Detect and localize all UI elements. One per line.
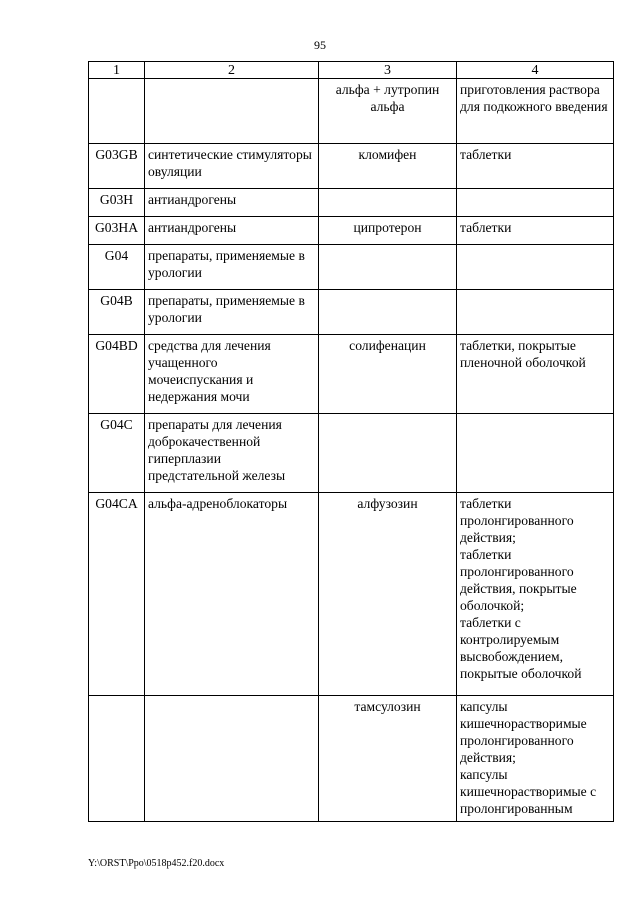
drug-name-cell: алфузозин: [319, 493, 457, 696]
dosage-form-cell: [457, 217, 614, 245]
drug-name-cell: альфа + лутропин альфа: [319, 79, 457, 144]
atc-code-cell: G03HA: [89, 217, 145, 245]
group-name-cell: [145, 696, 319, 822]
atc-code-cell: G04B: [89, 290, 145, 335]
dosage-form-text: таблетки: [460, 147, 512, 162]
drug-name-cell: солифенацин: [319, 335, 457, 414]
dosage-form-cell: [457, 144, 614, 189]
drug-name-cell: [319, 290, 457, 335]
atc-code-cell: G04BD: [89, 335, 145, 414]
drug-table: [88, 61, 614, 822]
group-name-cell: антиандрогены: [145, 217, 319, 245]
column-header-3: 3: [319, 62, 457, 79]
dosage-form-text: капсулы кишечнорастворимые с пролонгированным: [460, 767, 597, 816]
column-header-1: 1: [89, 62, 145, 79]
drug-name-cell: ципротерон: [319, 217, 457, 245]
dosage-form-cell: [457, 414, 614, 493]
atc-code-cell: G04CA: [89, 493, 145, 696]
column-header-4: 4: [457, 62, 614, 79]
document-file-path: Y:\ORST\Ppo\0518p452.f20.docx: [88, 858, 225, 869]
dosage-form-text: таблетки с контролируемым высвобождением, покрытые оболочкой: [460, 615, 582, 681]
table-row: [89, 79, 614, 144]
table-row: [89, 245, 614, 290]
group-name-cell: [145, 79, 319, 144]
table-row: [89, 217, 614, 245]
group-name-cell: препараты, применяемые в урологии: [145, 245, 319, 290]
atc-code-cell: G03GB: [89, 144, 145, 189]
table-row: [89, 493, 614, 696]
table-header-row: [89, 62, 614, 79]
dosage-form-cell: [457, 189, 614, 217]
dosage-form-text: таблетки пролонгированного действия;: [460, 496, 574, 545]
dosage-form-cell: [457, 335, 614, 414]
drug-name-cell: [319, 414, 457, 493]
atc-code-cell: G03H: [89, 189, 145, 217]
group-name-cell: антиандрогены: [145, 189, 319, 217]
group-name-cell: синтетические стимуляторы овуляции: [145, 144, 319, 189]
dosage-form-text: таблетки, покрытые пленочной оболочкой: [460, 338, 586, 370]
drug-name-cell: кломифен: [319, 144, 457, 189]
group-name-cell: альфа-адреноблокаторы: [145, 493, 319, 696]
table-row: [89, 290, 614, 335]
column-header-2: 2: [145, 62, 319, 79]
atc-code-cell: G04: [89, 245, 145, 290]
table-row: [89, 696, 614, 822]
dosage-form-cell: [457, 493, 614, 696]
table-row: [89, 414, 614, 493]
dosage-form-cell: [457, 79, 614, 144]
group-name-cell: средства для лечения учащенного мочеиспускания и недержания мочи: [145, 335, 319, 414]
dosage-form-cell: [457, 290, 614, 335]
dosage-form-cell: [457, 696, 614, 822]
atc-code-cell: [89, 79, 145, 144]
dosage-form-text: таблетки пролонгированного действия, покрытые оболочкой;: [460, 547, 577, 613]
table-row: [89, 144, 614, 189]
atc-code-cell: G04C: [89, 414, 145, 493]
dosage-form-text: приготовления раствора для подкожного введения: [460, 82, 608, 114]
dosage-form-text: капсулы кишечнорастворимые пролонгированного действия;: [460, 699, 587, 765]
atc-code-cell: [89, 696, 145, 822]
table-row: [89, 189, 614, 217]
drug-name-cell: тамсулозин: [319, 696, 457, 822]
drug-name-cell: [319, 189, 457, 217]
page-number: 95: [314, 38, 326, 52]
table-row: [89, 335, 614, 414]
dosage-form-text: таблетки: [460, 220, 512, 235]
group-name-cell: препараты для лечения доброкачественной гиперплазии предстательной железы: [145, 414, 319, 493]
group-name-cell: препараты, применяемые в урологии: [145, 290, 319, 335]
dosage-form-cell: [457, 245, 614, 290]
drug-name-cell: [319, 245, 457, 290]
